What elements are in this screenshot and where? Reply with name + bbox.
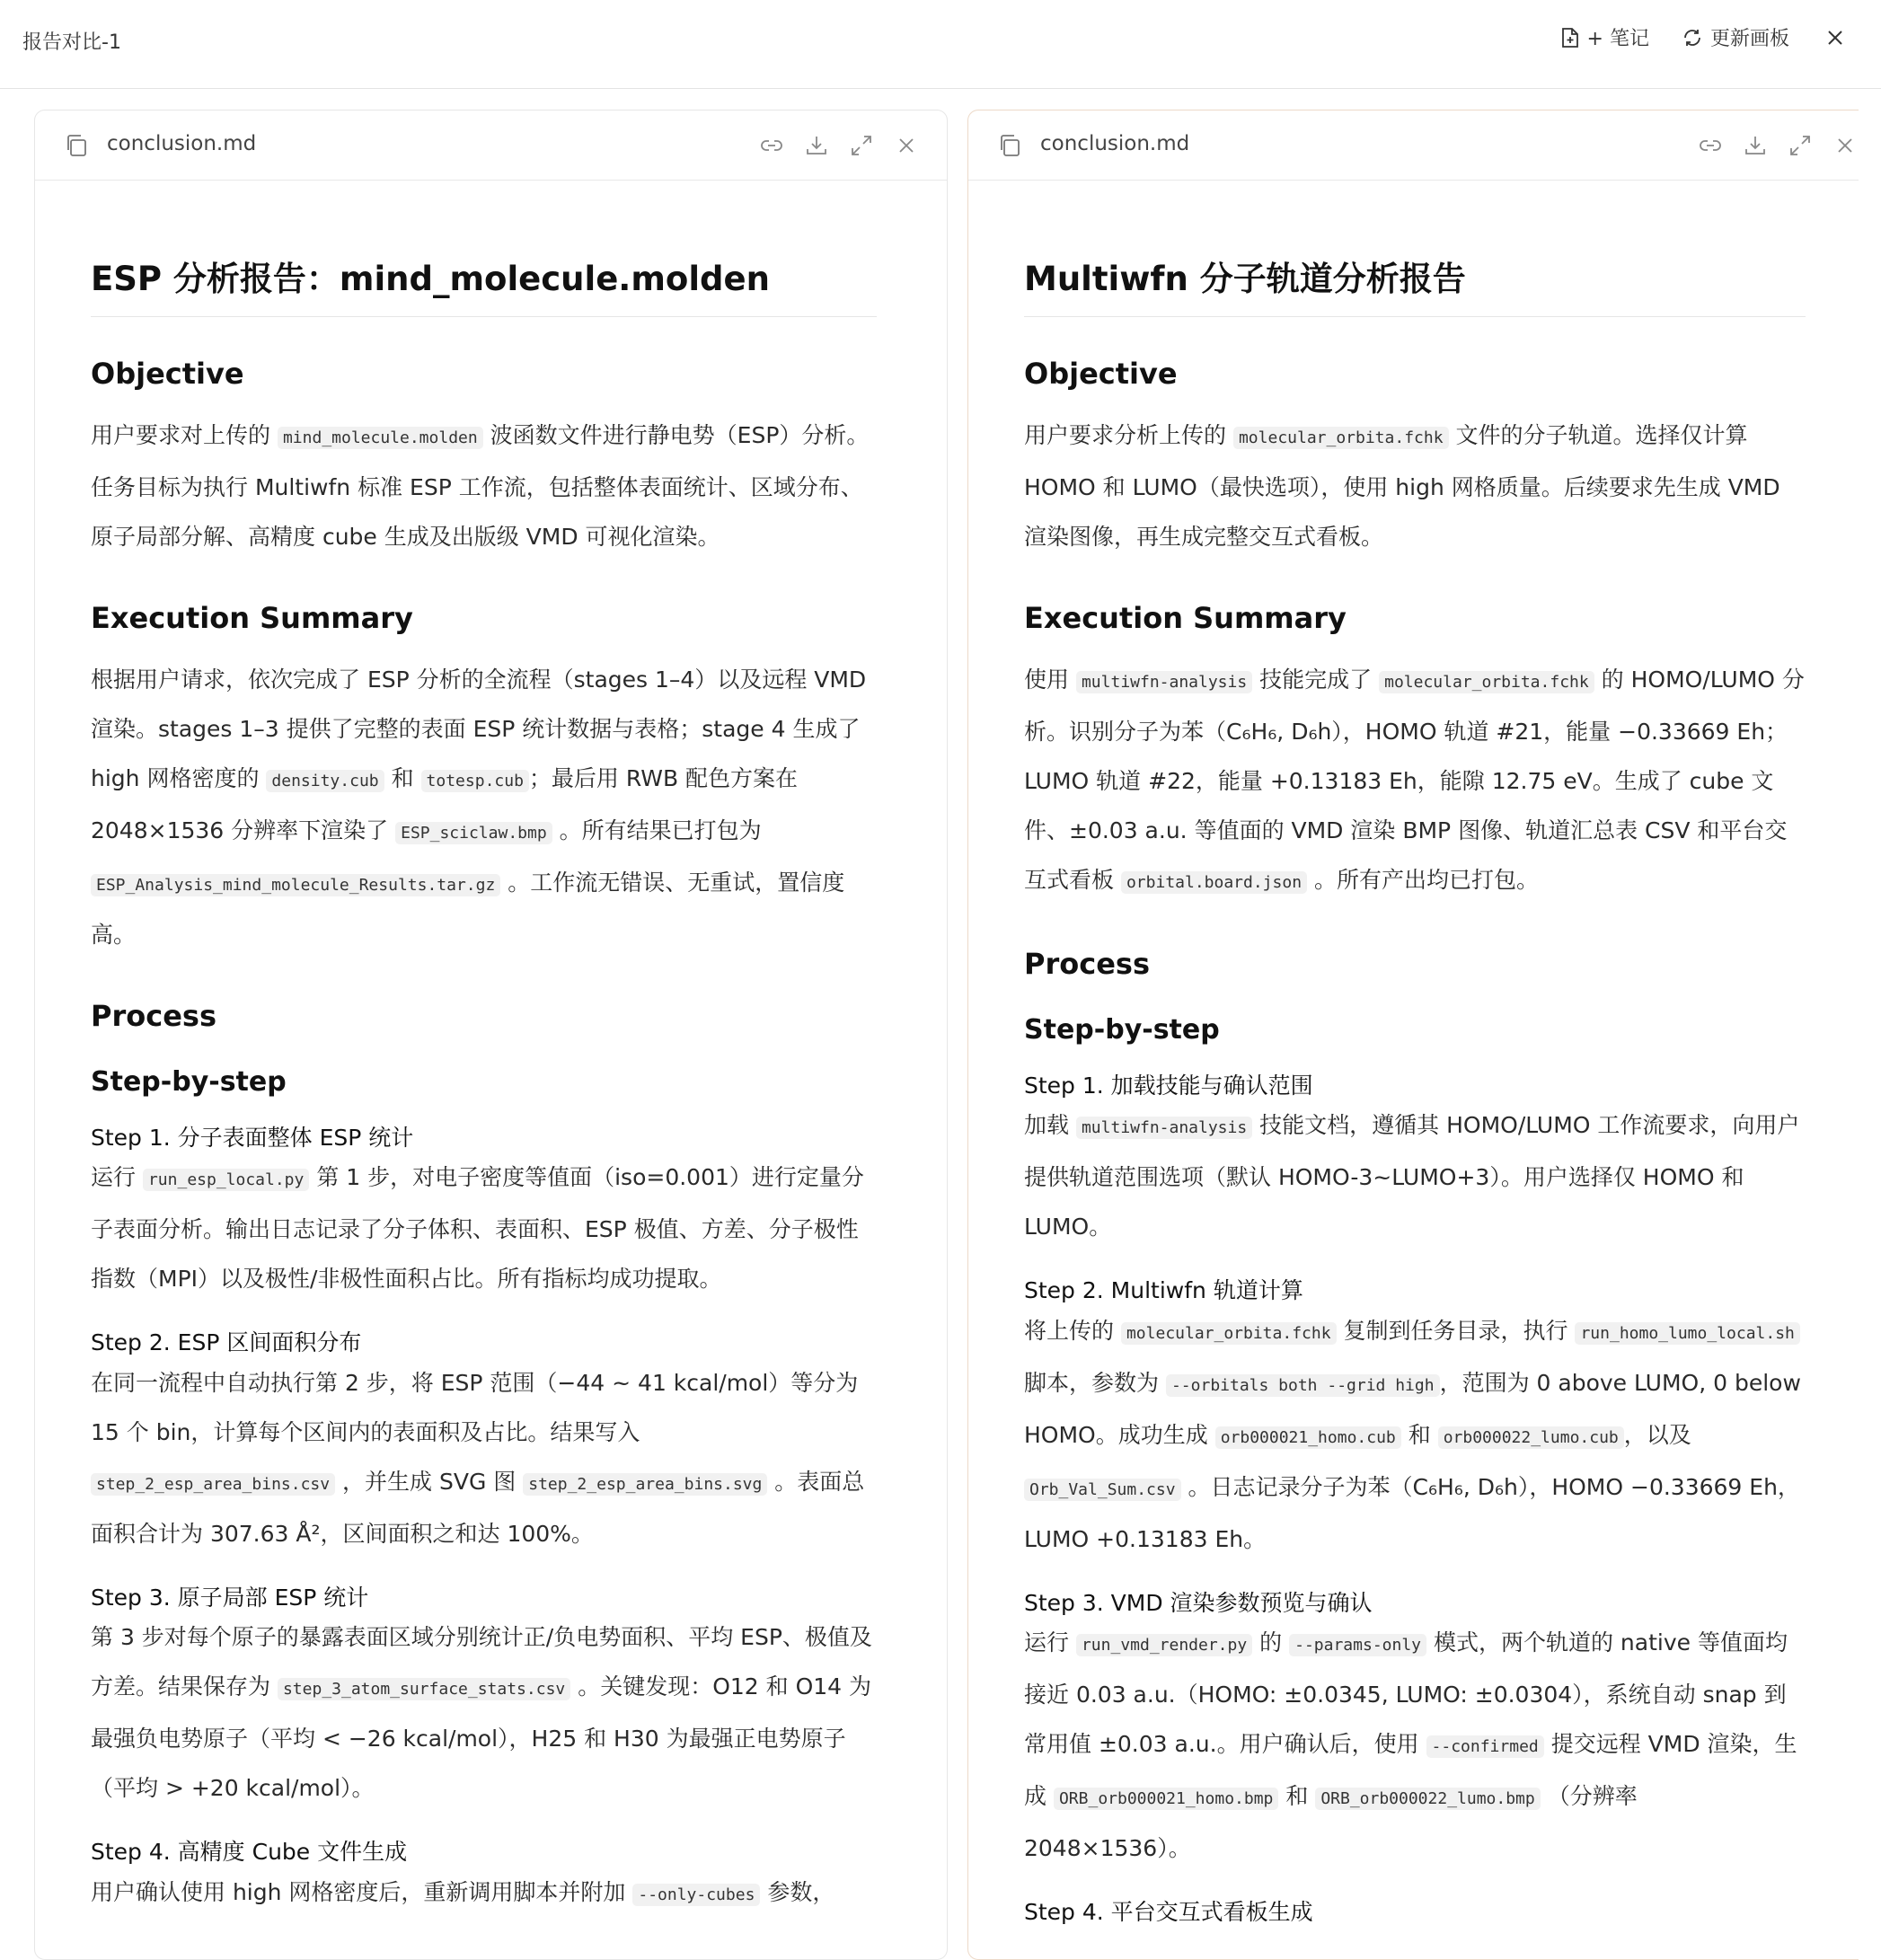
download-icon xyxy=(803,132,830,159)
top-actions xyxy=(1528,23,1845,51)
inline-code: step_3_atom_surface_stats.csv xyxy=(278,1678,570,1700)
inline-code: run_homo_lumo_local.sh xyxy=(1575,1322,1799,1345)
panel-close-button[interactable] xyxy=(893,132,920,159)
add-note-label: + 笔记 xyxy=(1586,28,1649,50)
report-title: Multiwfn 分子轨道分析报告 xyxy=(1024,261,1806,317)
panel-actions xyxy=(1679,132,1859,159)
report-title: ESP 分析报告：mind_molecule.molden xyxy=(91,261,877,317)
inline-code: orb000022_lumo.cub xyxy=(1438,1426,1624,1449)
step-title: Step 1. 分子表面整体 ESP 统计 xyxy=(91,1124,414,1151)
inline-code: run_esp_local.py xyxy=(143,1169,309,1191)
link-button[interactable] xyxy=(758,132,785,159)
download-button[interactable] xyxy=(803,132,830,159)
inline-code: step_2_esp_area_bins.svg xyxy=(523,1473,767,1496)
inline-code: density.cub xyxy=(266,770,384,792)
close-button[interactable] xyxy=(1825,28,1845,48)
objective-heading: Objective xyxy=(1024,356,1178,391)
summary-paragraph: 根据用户请求，依次完成了 ESP 分析的全流程（stages 1–4）以及远程 VMD 渲染。stages 1–3 提供了完整的表面 ESP 统计数据与表格；stage 4 生成了 high 网格密度的 density.cub 和 totesp.cub ；最后用 RWB 配色方案在 2048×1536 分辨率下渲染了 ESP_sciclaw.bmp 。所有结果已打包为 ESP_Analysis_mind_molecule_Results.tar.gz 。工作流无错误、无重试，置信度高。 xyxy=(91,667,867,949)
inline-code: multiwfn-analysis xyxy=(1076,1117,1252,1139)
step-title: Step 3. VMD 渲染参数预览与确认 xyxy=(1024,1589,1373,1616)
panel-header xyxy=(35,110,947,181)
inline-code: step_2_esp_area_bins.csv xyxy=(91,1473,335,1496)
objective-paragraph: 用户要求分析上传的 molecular_orbita.fchk 文件的分子轨道。选择仅计算 HOMO 和 LUMO（最快选项），使用 high 网格质量。后续要求先生成 VMD 渲染图像，再生成完整交互式看板。 xyxy=(1024,422,1780,551)
summary-heading: Execution Summary xyxy=(91,601,413,636)
document-content xyxy=(1024,181,1806,1928)
step-title: Step 2. ESP 区间面积分布 xyxy=(91,1329,362,1356)
right-document-panel xyxy=(967,110,1859,1960)
objective-heading: Objective xyxy=(91,356,244,391)
inline-code: --confirmed xyxy=(1426,1735,1544,1758)
close-icon xyxy=(1832,132,1859,159)
expand-icon xyxy=(1787,132,1814,159)
page-title: 报告对比-1 xyxy=(22,31,121,54)
expand-button[interactable] xyxy=(1787,132,1814,159)
inline-code: multiwfn-analysis xyxy=(1076,671,1252,693)
link-button[interactable] xyxy=(1697,132,1724,159)
steps-heading: Step-by-step xyxy=(1024,1013,1220,1046)
copy-file-icon xyxy=(64,133,89,158)
file-name: conclusion.md xyxy=(107,132,257,155)
inline-code: --orbitals both --grid high xyxy=(1166,1374,1440,1397)
inline-code: molecular_orbita.fchk xyxy=(1233,427,1449,449)
steps-heading: Step-by-step xyxy=(91,1065,287,1098)
panel-actions xyxy=(740,132,920,159)
inline-code: ORB_orb000022_lumo.bmp xyxy=(1315,1788,1540,1810)
inline-code: orb000021_homo.cub xyxy=(1215,1426,1401,1449)
add-note-button[interactable] xyxy=(1560,23,1649,51)
panel-header xyxy=(968,110,1859,181)
inline-code: mind_molecule.molden xyxy=(278,427,483,449)
step-paragraph: 第 3 步对每个原子的暴露表面区域分别统计正/负电势面积、平均 ESP、极值及方差。结果保存为 step_3_atom_surface_stats.csv 。关键发现：O12 和 O14 为最强负电势原子（平均 < −26 kcal/mol），H25 和 H30 为最强正电势原子（平均 > +20 kcal/mol）。 xyxy=(91,1624,872,1802)
top-bar xyxy=(0,0,1881,89)
inline-code: --params-only xyxy=(1289,1634,1426,1656)
refresh-board-button[interactable] xyxy=(1682,23,1789,51)
step-paragraph: 加载 multiwfn-analysis 技能文档，遵循其 HOMO/LUMO 工作流要求，向用户提供轨道范围选项（默认 HOMO-3~LUMO+3）。用户选择仅 HOMO 和 LUMO。 xyxy=(1024,1112,1800,1240)
panel-close-button[interactable] xyxy=(1832,132,1859,159)
download-button[interactable] xyxy=(1742,132,1769,159)
inline-code: ESP_Analysis_mind_molecule_Results.tar.gz xyxy=(91,874,500,896)
process-heading: Process xyxy=(1024,947,1150,982)
document-content xyxy=(91,181,877,1920)
inline-code: totesp.cub xyxy=(421,770,529,792)
summary-paragraph: 使用 multiwfn-analysis 技能完成了 molecular_orbita.fchk 的 HOMO/LUMO 分析。识别分子为苯（C₆H₆, D₆h），HOMO 轨道 #21，能量 −0.33669 Eh；LUMO 轨道 #22，能量 +0.13183 Eh，能隙 12.75 eV。生成了 cube 文件、±0.03 a.u. 等值面的 VMD 渲染 BMP 图像、轨道汇总表 CSV 和平台交互式看板 orbital.board.json 。所有产出均已打包。 xyxy=(1024,667,1805,894)
refresh-board-label: 更新画板 xyxy=(1709,28,1789,50)
expand-button[interactable] xyxy=(848,132,875,159)
inline-code: --only-cubes xyxy=(632,1884,760,1906)
inline-code: Orb_Val_Sum.csv xyxy=(1024,1479,1181,1501)
inline-code: molecular_orbita.fchk xyxy=(1379,671,1594,693)
step-paragraph: 运行 run_vmd_render.py 的 --params-only 模式，两个轨道的 native 等值面均接近 0.03 a.u.（HOMO: ±0.0345, LUMO: ±0.0304），系统自动 snap 到常用值 ±0.03 a.u.。用户确认后，使用 --confirmed 提交远程 VMD 渲染，生成 ORB_orb000021_homo.bmp 和 ORB_orb000022_lumo.bmp （分辨率 2048×1536）。 xyxy=(1024,1629,1797,1862)
expand-icon xyxy=(848,132,875,159)
copy-file-icon xyxy=(997,133,1022,158)
step-title: Step 1. 加载技能与确认范围 xyxy=(1024,1072,1313,1099)
inline-code: ESP_sciclaw.bmp xyxy=(395,822,552,844)
inline-code: orbital.board.json xyxy=(1121,871,1307,894)
objective-paragraph: 用户要求对上传的 mind_molecule.molden 波函数文件进行静电势（ESP）分析。任务目标为执行 Multiwfn 标准 ESP 工作流，包括整体表面统计、区域分布、原子局部分解、高精度 cube 生成及出版级 VMD 可视化渲染。 xyxy=(91,422,870,551)
close-icon xyxy=(893,132,920,159)
link-icon xyxy=(1697,132,1724,159)
inline-code: ORB_orb000021_homo.bmp xyxy=(1054,1788,1278,1810)
step-paragraph: 用户确认使用 high 网格密度后，重新调用脚本并附加 --only-cubes 参数， xyxy=(91,1878,835,1905)
step-title: Step 2. Multiwfn 轨道计算 xyxy=(1024,1277,1303,1304)
close-icon xyxy=(1825,28,1845,48)
summary-heading: Execution Summary xyxy=(1024,601,1347,636)
step-paragraph: 将上传的 molecular_orbita.fchk 复制到任务目录，执行 run_homo_lumo_local.sh 脚本，参数为 --orbitals both --grid high ，范围为 0 above LUMO, 0 below HOMO。成功生成 orb000021_homo.cub 和 orb000022_lumo.cub ，以及 Orb_Val_Sum.csv 。日志记录分子为苯（C₆H₆, D₆h），HOMO −0.33669 Eh，LUMO +0.13183 Eh。 xyxy=(1024,1317,1801,1552)
step-paragraph: 运行 run_esp_local.py 第 1 步，对电子密度等值面（iso=0.001）进行定量分子表面分析。输出日志记录了分子体积、表面积、ESP 极值、方差、分子极性指数（MPI）以及极性/非极性面积占比。所有指标均成功提取。 xyxy=(91,1164,864,1293)
inline-code: run_vmd_render.py xyxy=(1076,1634,1252,1656)
download-icon xyxy=(1742,132,1769,159)
file-name: conclusion.md xyxy=(1040,132,1190,155)
process-heading: Process xyxy=(91,999,216,1034)
refresh-icon xyxy=(1682,27,1703,49)
left-document-panel xyxy=(34,110,948,1960)
step-title: Step 4. 平台交互式看板生成 xyxy=(1024,1899,1313,1926)
note-add-icon xyxy=(1560,27,1580,49)
step-title: Step 4. 高精度 Cube 文件生成 xyxy=(91,1839,408,1866)
step-paragraph: 在同一流程中自动执行第 2 步，将 ESP 范围（−44 ~ 41 kcal/mol）等分为 15 个 bin，计算每个区间内的表面积及占比。结果写入 step_2_esp_area_bins.csv ，并生成 SVG 图 step_2_esp_area_bins.svg 。表面总面积合计为 307.63 Å²，区间面积之和达 100%。 xyxy=(91,1369,865,1547)
inline-code: molecular_orbita.fchk xyxy=(1121,1322,1337,1345)
step-title: Step 3. 原子局部 ESP 统计 xyxy=(91,1584,369,1611)
link-icon xyxy=(758,132,785,159)
